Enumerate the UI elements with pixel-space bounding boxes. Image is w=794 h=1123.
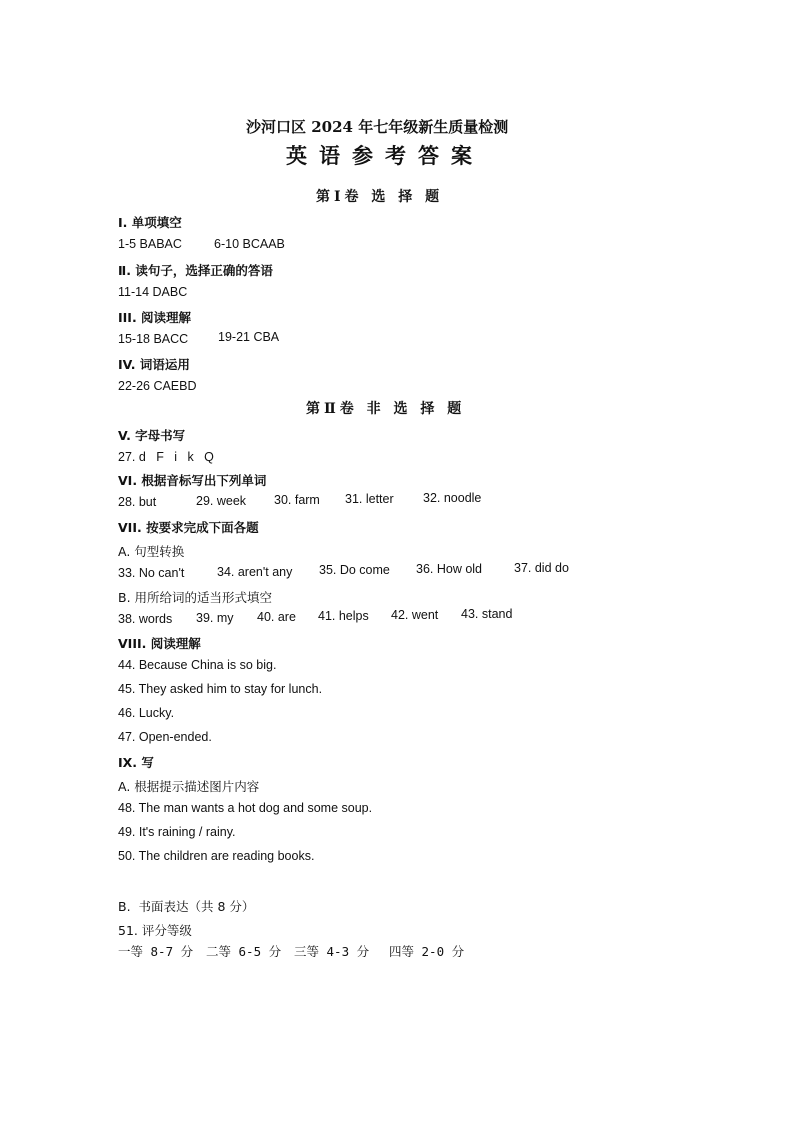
answer-44: 44. Because China is so big.: [118, 658, 277, 672]
answer-22-26: 22-26 CAEBD: [118, 379, 197, 393]
answer-37: 37. did do: [514, 561, 569, 575]
answer-50: 50. The children are reading books.: [118, 849, 315, 863]
part2-title: 第Ⅱ卷 非 选 择 题: [306, 401, 466, 417]
answer-38: 38. words: [118, 612, 173, 626]
section9-heading: IX. 写: [118, 755, 154, 770]
answer-6-10: 6-10 BCAAB: [214, 237, 285, 251]
section3-heading: III. 阅读理解: [118, 310, 192, 325]
answer-49: 49. It's raining / rainy.: [118, 825, 236, 839]
answer-47: 47. Open-ended.: [118, 730, 212, 744]
answer-15-18: 15-18 BACC: [118, 332, 189, 346]
section5-heading: V. 字母书写: [118, 428, 186, 443]
answer-29: 29. week: [196, 494, 247, 508]
answer-19-21: 19-21 CBA: [218, 330, 280, 344]
answer-33: 33. No can't: [118, 566, 185, 580]
answer-45: 45. They asked him to stay for lunch.: [118, 682, 323, 696]
grade-1: 一等 8-7 分: [118, 944, 194, 959]
section1-heading: Ⅰ. 单项填空: [118, 215, 182, 230]
item-51: 51. 评分等级: [118, 923, 192, 938]
answer-35: 35. Do come: [319, 563, 390, 577]
answer-1-5: 1-5 BABAC: [118, 237, 182, 251]
grade-2: 二等 6-5 分: [206, 944, 282, 959]
section9-sub-a: A. 根据提示描述图片内容: [118, 779, 260, 794]
section7-sub-b: B. 用所给词的适当形式填空: [118, 590, 273, 605]
answer-41: 41. helps: [318, 609, 369, 623]
answer-39: 39. my: [196, 611, 234, 625]
document-title: 沙河口区 2024 年七年级新生质量检测: [246, 118, 509, 136]
answer-36: 36. How old: [416, 562, 483, 576]
part1-title: 第Ⅰ卷 选 择 题: [316, 189, 444, 205]
answer-27: 27. d F i k Q: [118, 450, 214, 464]
section4-heading: IV. 词语运用: [118, 357, 190, 372]
answer-30: 30. farm: [274, 493, 320, 507]
section2-heading: Ⅱ. 读句子，选择正确的答语: [118, 263, 273, 278]
answer-28: 28. but: [118, 495, 157, 509]
answer-43: 43. stand: [461, 607, 513, 621]
answer-40: 40. are: [257, 610, 296, 624]
section8-heading: VIII. 阅读理解: [118, 636, 201, 651]
grade-3: 三等 4-3 分: [294, 944, 370, 959]
answer-42: 42. went: [391, 608, 439, 622]
section7-heading: VII. 按要求完成下面各题: [118, 520, 259, 535]
answer-31: 31. letter: [345, 492, 394, 506]
answer-11-14: 11-14 DABC: [118, 285, 188, 299]
document-subtitle: 英语参考答案: [286, 143, 484, 168]
answer-34: 34. aren't any: [217, 565, 293, 579]
grade-4: 四等 2-0 分: [389, 944, 465, 959]
answer-46: 46. Lucky.: [118, 706, 175, 720]
section6-heading: VI. 根据音标写出下列单词: [118, 473, 267, 488]
answer-32: 32. noodle: [423, 491, 482, 505]
answer-48: 48. The man wants a hot dog and some soup.: [118, 801, 373, 815]
section7-sub-a: A. 句型转换: [118, 544, 185, 559]
section9-sub-b: B. 书面表达（共 8 分）: [118, 899, 255, 914]
